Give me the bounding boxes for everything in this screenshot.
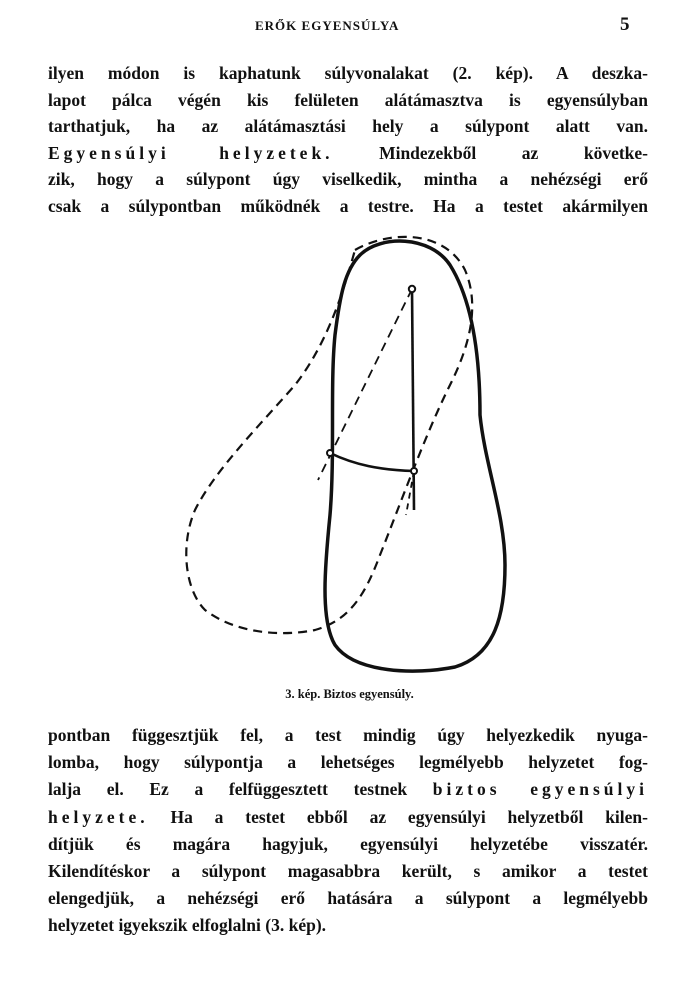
displaced-body-outline — [186, 237, 472, 633]
text-line — [48, 804, 648, 831]
emphasis-spaced: helyzete. — [48, 806, 149, 827]
text-line: pontban függesztjük fel, a test mindig úgy helyezkedik nyuga- — [48, 725, 648, 745]
paragraph-2 — [48, 722, 648, 940]
center-of-gravity — [411, 468, 417, 474]
text-line: elengedjük, a nehézségi erő hatására a súlypont a legmélyebb — [48, 888, 648, 909]
swing-arc — [330, 453, 414, 471]
text-line — [48, 776, 648, 803]
section-heading-spaced: Egyensúlyi helyzetek. — [48, 142, 334, 163]
text-line: ilyen módon is kaphatunk súlyvonalakat (2. kép). A deszka- — [48, 63, 648, 83]
text-line: tarthatjuk, ha az alátámasztási hely a súlypont alatt van. — [48, 116, 648, 136]
text-fragment: Ha a testet ebből az egyensúlyi helyzetből kilen- — [148, 806, 648, 827]
figure-caption: 3. kép. Biztos egyensúly. — [285, 687, 414, 701]
text-line — [48, 140, 648, 167]
text-line: zik, hogy a súlypont úgy viselkedik, mintha a nehézségi erő — [48, 169, 648, 189]
text-line: lapot pálca végén kis felületen alátámasztva is egyensúlyban — [48, 89, 648, 110]
suspension-point — [409, 286, 415, 292]
text-line: helyzetet igyekszik elfoglalni (3. kép). — [48, 915, 327, 936]
emphasis-spaced: biztos egyensúlyi — [432, 779, 648, 800]
text-fragment: lalja el. Ez a felfüggesztett testnek — [48, 779, 433, 800]
equilibrium-diagram — [180, 225, 520, 685]
center-of-gravity-displaced — [327, 450, 333, 456]
text-fragment: Mindezekből az követke- — [333, 142, 648, 163]
text-line: dítjük és magára hagyjuk, egyensúlyi helyzetébe visszatér. — [48, 833, 648, 854]
text-line: lomba, hogy súlypontja a lehetséges legmélyebb helyzetet fog- — [48, 752, 648, 773]
page-header — [0, 14, 699, 38]
figure-stable-equilibrium — [180, 225, 520, 685]
page-number: 5 — [620, 14, 630, 35]
text-line: csak a súlypontban működnék a testre. Ha a testet akármilyen — [48, 195, 648, 216]
running-title: ERŐK EGYENSÚLYA — [255, 18, 400, 33]
paragraph-1 — [48, 60, 648, 219]
text-line: Kilendítéskor a súlypont magasabbra került, s amikor a testet — [48, 861, 648, 882]
